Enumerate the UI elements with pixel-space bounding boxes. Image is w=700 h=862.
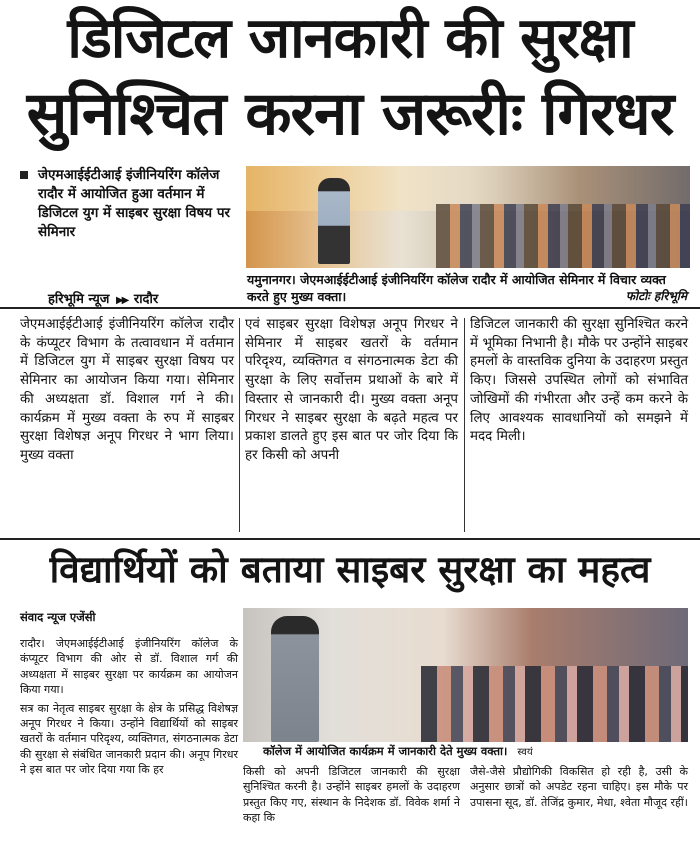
article2-column-2: किसी को अपनी डिजिटल जानकारी की सुरक्षा सुनिश्चित करनी है। उन्होंने साइबर हमलों के उदाहरण प्रस्तुत किए गए, संस्थान के निदेशक डॉ. विवेक शर्मा ने कहा कि xyxy=(243,765,460,825)
article2-paragraph: रादौर। जेएमआईईटीआई इंजीनियरिंग कॉलेज के कंप्यूटर विभाग की ओर से डॉ. विशाल गर्ग की अध्यक्षता में साइबर सुरक्षा पर कार्यक्रम का आयोजन किया गया। xyxy=(20,637,238,697)
seminar-photo xyxy=(246,166,690,268)
second-headline: विद्यार्थियों को बताया साइबर सुरक्षा का महत्व xyxy=(49,548,651,591)
column-divider xyxy=(239,318,240,532)
article-column-3: डिजिटल जानकारी की सुरक्षा सुनिश्चित करने में भूमिका निभानी है। मौके पर उन्होंने साइबर हमलों के वास्तविक दुनिया के उदाहरण प्रस्तुत किए। जिससे उपस्थित लोगों को संभावित जोखिमों की गंभीरता और उन्हें कम करने के लिए आवश्यक सावधानियों को समझने में मदद मिली। xyxy=(470,317,688,445)
square-bullet-icon xyxy=(20,171,28,179)
article2-column-3: जैसे-जैसे प्रौद्योगिकी विकसित हो रही है, उसी के अनुसार छात्रों को अपडेट रहना चाहिए। इस मौके पर उपासना सूद, डॉ. तेजिंद्र कुमार, मेधा, श्वेता मौजूद रहीं। xyxy=(470,765,688,809)
audience-figures xyxy=(436,204,690,268)
byline-source: हरिभूमि न्यूज xyxy=(48,292,110,307)
caption-text: यमुनानगर। जेएमआईईटीआई इंजीनियरिंग कॉलेज रादौर में आयोजित सेमिनार में विचार व्यक्त करते हुए मुख्य वक्ता। xyxy=(247,272,666,304)
speaker-figure xyxy=(271,616,319,742)
article-column-1: जेएमआईईटीआई इंजीनियरिंग कॉलेज रादौर के कंप्यूटर विभाग के तत्वावधान में वर्तमान में डिजिटल युग में साइबर सुरक्षा विषय पर सेमिनार का आयोजन किया गया। सेमिनार की अध्यक्षता डॉ. विशाल गर्ग ने की। कार्यक्रम में मुख्य वक्ता के रुप में साइबर सुरक्षा विशेषज्ञ अनूप गिरधर ने भाग लिया। मुख्य वक्ता xyxy=(20,317,234,463)
divider xyxy=(0,307,700,309)
photo-credit-2: स्वयं xyxy=(517,747,533,758)
byline xyxy=(48,289,248,307)
article2-column-1 xyxy=(20,636,238,781)
column-divider xyxy=(464,318,465,532)
photo-credit: फोटोः हरिभूमि xyxy=(625,289,687,303)
caption-text-2: कॉलेज में आयोजित कार्यक्रम में जानकारी देते मुख्य वक्ता। xyxy=(263,744,508,758)
main-headline xyxy=(0,2,700,154)
intro-summary xyxy=(20,166,240,242)
article2-paragraph: सत्र का नेतृत्व साइबर सुरक्षा के क्षेत्र के प्रसिद्ध विशेषज्ञ अनूप गिरधर ने किया। उन्होंने विद्यार्थियों को साइबर खतरों के वर्तमान परिदृश्य, व्यक्तिगत, संगठनात्मक डेटा की सुरक्षा से संबंधित जानकारी प्रदान की। अनूप गिरधर ने इस बात पर जोर दिया गया कि हर xyxy=(20,701,238,777)
photo-caption xyxy=(247,271,687,305)
headline-line-1: डिजिटल जानकारी की सुरक्षा xyxy=(67,6,633,71)
byline-place: रादौर xyxy=(133,292,159,307)
agency-byline: संवाद न्यूज एजेंसी xyxy=(20,610,96,624)
divider xyxy=(0,538,700,540)
double-arrow-icon: ▶▶ xyxy=(115,295,128,306)
headline-line-2: सुनिश्चित करना जरूरीः गिरधर xyxy=(26,79,674,149)
speaker-figure xyxy=(318,178,350,264)
article-column-2: एवं साइबर सुरक्षा विशेषज्ञ अनूप गिरधर ने सेमिनार में साइबर खतरों के वर्तमान परिदृश्य, व्यक्तिगत व संगठनात्मक डेटा की सुरक्षा के लिए सर्वोत्तम प्रथाओं के बारे में विस्तार से जानकारी दी। मुख्य वक्ता अनूप गिरधर ने साइबर सुरक्षा के बढ़ते महत्व पर प्रकाश डालते हुए इस बात पर जोर दिया कि हर किसी को अपनी xyxy=(245,317,458,463)
photo-caption-2 xyxy=(263,743,688,761)
intro-text: जेएमआईईटीआई इंजीनियरिंग कॉलेज रादौर में आयोजित हुआ वर्तमान में डिजिटल युग में साइबर सुरक्षा विषय पर सेमिनार xyxy=(38,167,231,240)
students-figures xyxy=(421,666,688,742)
classroom-photo xyxy=(243,608,688,742)
